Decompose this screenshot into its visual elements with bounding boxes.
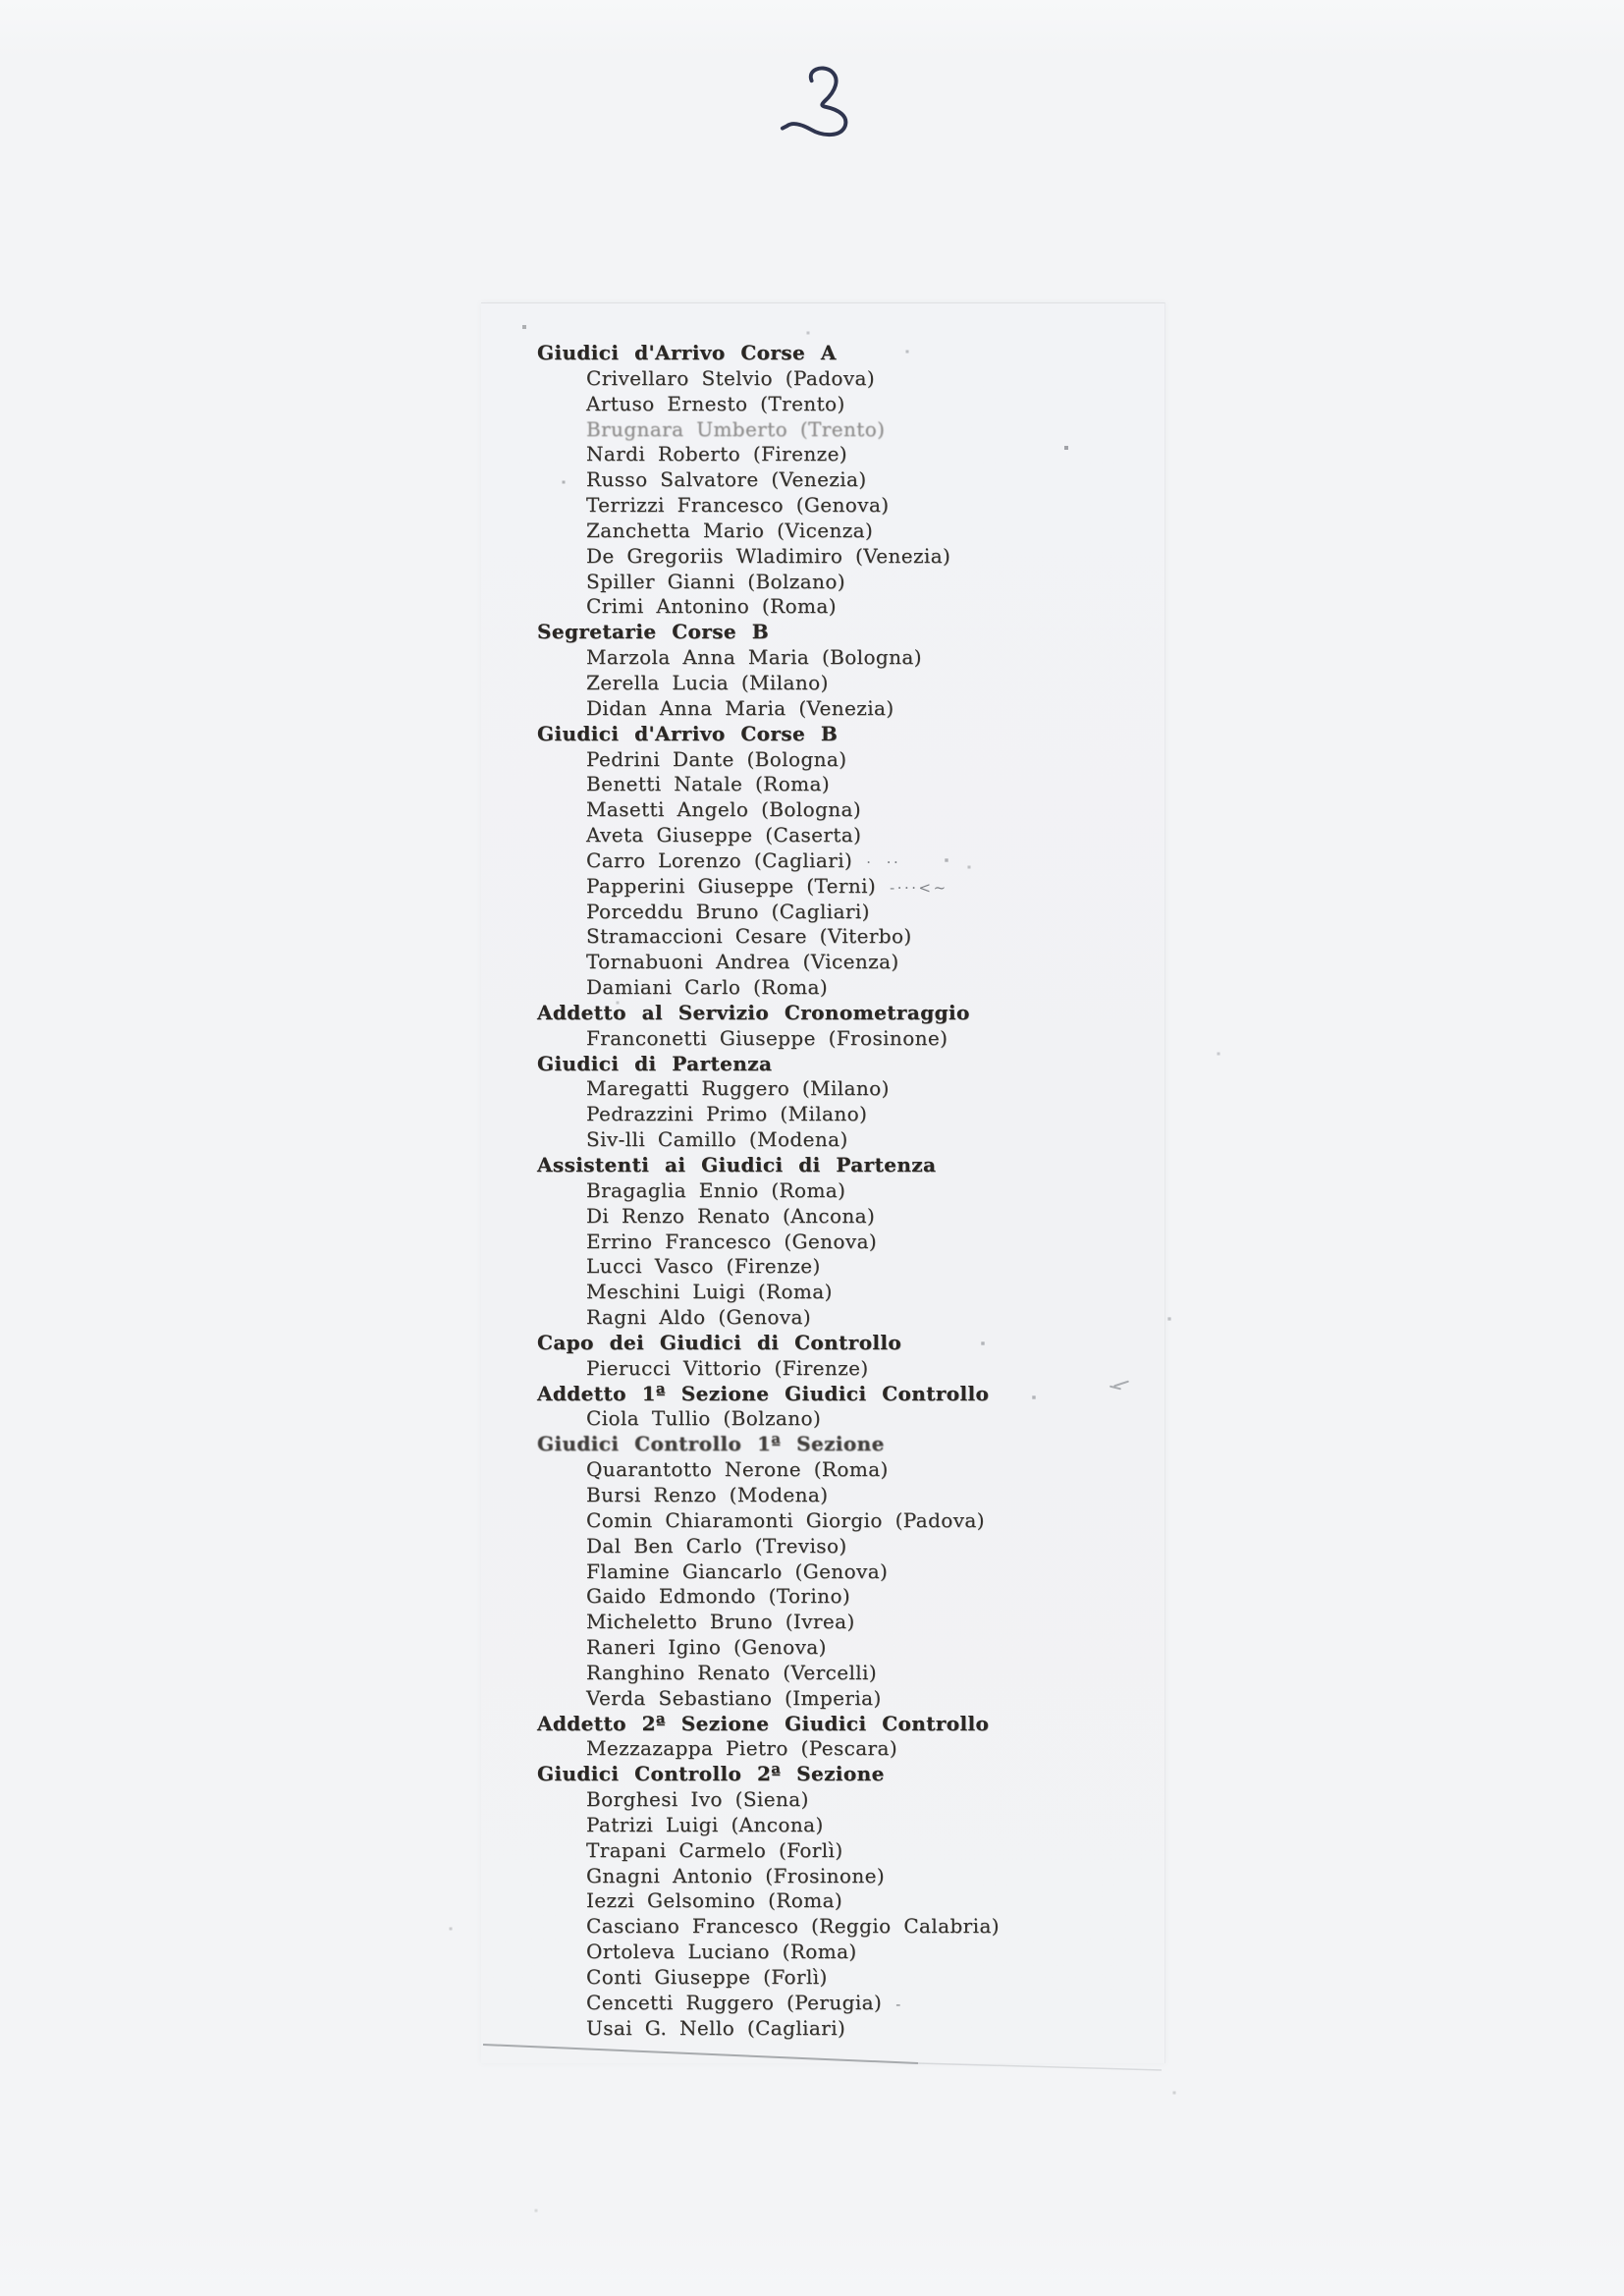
pencil-squiggle-mark bbox=[1108, 1379, 1137, 1393]
member-line bbox=[481, 594, 1164, 620]
member-name: Maregatti Ruggero (Milano) bbox=[586, 1076, 890, 1101]
member-line bbox=[481, 797, 1164, 823]
member-line bbox=[481, 1280, 1164, 1305]
member-name: Comin Chiaramonti Giorgio (Padova) bbox=[586, 1507, 985, 1532]
member-line bbox=[481, 1914, 1164, 1940]
member-name: Raneri Igino (Genova) bbox=[586, 1635, 827, 1660]
member-line bbox=[481, 1356, 1164, 1382]
member-line bbox=[481, 1686, 1164, 1712]
member-line bbox=[481, 1736, 1164, 1762]
member-name: Trapani Carmelo (Forlì) bbox=[586, 1837, 843, 1862]
member-line bbox=[481, 1534, 1164, 1559]
member-name: Crimi Antonino (Roma) bbox=[586, 594, 837, 619]
member-name: Terrizzi Francesco (Genova) bbox=[586, 493, 890, 518]
member-name: Marzola Anna Maria (Bologna) bbox=[586, 645, 922, 670]
handwritten-page-number bbox=[778, 57, 876, 143]
member-line bbox=[481, 1406, 1164, 1432]
member-line bbox=[481, 1254, 1164, 1280]
member-line bbox=[481, 1584, 1164, 1610]
member-name: Brugnara Umberto (Trento) bbox=[586, 416, 886, 441]
pencil-mark: - bbox=[895, 1995, 903, 2013]
member-line bbox=[481, 1026, 1164, 1052]
member-name: Flamine Giancarlo (Genova) bbox=[586, 1558, 889, 1583]
member-line bbox=[481, 1864, 1164, 1889]
member-line bbox=[481, 467, 1164, 493]
pencil-mark: · ·· bbox=[866, 852, 901, 871]
section-heading: Giudici d'Arrivo Corse A bbox=[537, 341, 837, 364]
member-line bbox=[481, 1635, 1164, 1661]
member-name: Ortoleva Luciano (Roma) bbox=[586, 1940, 857, 1964]
member-name: Meschini Luigi (Roma) bbox=[586, 1280, 833, 1304]
section-heading: Addetto 2ª Sezione Giudici Controllo bbox=[537, 1711, 990, 1735]
member-line bbox=[481, 747, 1164, 773]
member-line bbox=[481, 1230, 1164, 1255]
member-line bbox=[481, 519, 1164, 544]
member-line bbox=[481, 823, 1164, 848]
member-name: Ciola Tullio (Bolzano) bbox=[586, 1406, 822, 1431]
member-name: Casciano Francesco (Reggio Calabria) bbox=[586, 1914, 1000, 1939]
member-name: Iezzi Gelsomino (Roma) bbox=[586, 1888, 843, 1913]
member-name: Bursi Renzo (Modena) bbox=[586, 1482, 829, 1506]
member-line bbox=[481, 975, 1164, 1001]
section-heading: Giudici Controllo 1ª Sezione bbox=[537, 1432, 885, 1456]
member-name: Dal Ben Carlo (Treviso) bbox=[586, 1533, 847, 1558]
member-line bbox=[481, 1787, 1164, 1813]
member-line bbox=[481, 1940, 1164, 1965]
member-line bbox=[481, 1127, 1164, 1153]
pasted-clipping bbox=[481, 302, 1165, 2063]
section-heading: Giudici d'Arrivo Corse B bbox=[537, 721, 839, 745]
member-line bbox=[481, 1102, 1164, 1127]
member-line bbox=[481, 950, 1164, 975]
member-name: Borghesi Ivo (Siena) bbox=[586, 1787, 809, 1812]
member-line bbox=[481, 1610, 1164, 1635]
member-line bbox=[481, 924, 1164, 950]
member-name: Damiani Carlo (Roma) bbox=[586, 975, 829, 1000]
member-line bbox=[481, 1483, 1164, 1508]
officials-list bbox=[481, 341, 1164, 2042]
member-line bbox=[481, 671, 1164, 696]
member-line bbox=[481, 848, 1164, 874]
member-line bbox=[481, 1204, 1164, 1230]
member-name: De Gregoriis Wladimiro (Venezia) bbox=[586, 543, 951, 568]
member-name: Cencetti Ruggero (Perugia) bbox=[586, 1990, 883, 2014]
member-line bbox=[481, 1661, 1164, 1686]
member-name: Masetti Angelo (Bologna) bbox=[586, 797, 862, 822]
member-name: Quarantotto Nerone (Roma) bbox=[586, 1457, 889, 1482]
member-name: Benetti Natale (Roma) bbox=[586, 772, 831, 796]
member-name: Carro Lorenzo (Cagliari) bbox=[586, 847, 853, 872]
section-heading: Addetto al Servizio Cronometraggio bbox=[537, 1000, 970, 1024]
member-line bbox=[481, 366, 1164, 392]
member-line bbox=[481, 874, 1164, 900]
member-line bbox=[481, 1457, 1164, 1483]
member-line bbox=[481, 1178, 1164, 1204]
member-line bbox=[481, 544, 1164, 570]
section-heading: Segretarie Corse B bbox=[537, 620, 770, 644]
member-line bbox=[481, 442, 1164, 467]
member-name: Gaido Edmondo (Torino) bbox=[586, 1584, 851, 1609]
member-name: Aveta Giuseppe (Caserta) bbox=[586, 823, 862, 847]
member-name: Pedrini Dante (Bologna) bbox=[586, 746, 847, 771]
member-line bbox=[481, 1888, 1164, 1914]
member-name: Papperini Giuseppe (Terni) bbox=[586, 873, 877, 898]
member-name: Gnagni Antonio (Frosinone) bbox=[586, 1863, 886, 1887]
member-line bbox=[481, 900, 1164, 925]
paper-specks bbox=[0, 0, 2, 2]
member-name: Nardi Roberto (Firenze) bbox=[586, 442, 848, 466]
section-heading: Capo dei Giudici di Controllo bbox=[537, 1330, 902, 1354]
member-name: Zerella Lucia (Milano) bbox=[586, 670, 829, 694]
member-name: Franconetti Giuseppe (Frosinone) bbox=[586, 1025, 948, 1050]
member-line bbox=[481, 1991, 1164, 2016]
member-line bbox=[481, 417, 1164, 443]
member-name: Micheletto Bruno (Ivrea) bbox=[586, 1610, 855, 1634]
member-name: Errino Francesco (Genova) bbox=[586, 1229, 878, 1253]
section-heading: Addetto 1ª Sezione Giudici Controllo bbox=[537, 1381, 990, 1405]
member-line bbox=[481, 1559, 1164, 1585]
member-name: Bragaglia Ennio (Roma) bbox=[586, 1177, 846, 1202]
member-name: Pedrazzini Primo (Milano) bbox=[586, 1102, 868, 1126]
member-name: Mezzazappa Pietro (Pescara) bbox=[586, 1736, 898, 1761]
member-line bbox=[481, 2016, 1164, 2042]
member-line bbox=[481, 1076, 1164, 1102]
member-line bbox=[481, 696, 1164, 722]
member-line bbox=[481, 1838, 1164, 1864]
member-name: Lucci Vasco (Firenze) bbox=[586, 1254, 821, 1279]
member-name: Verda Sebastiano (Imperia) bbox=[586, 1685, 882, 1710]
member-name: Patrizi Luigi (Ancona) bbox=[586, 1812, 824, 1836]
handwritten-3-stroke bbox=[778, 57, 876, 143]
member-name: Siv-lli Camillo (Modena) bbox=[586, 1127, 848, 1152]
member-name: Porceddu Bruno (Cagliari) bbox=[586, 899, 870, 923]
member-name: Stramaccioni Cesare (Viterbo) bbox=[586, 924, 912, 949]
pencil-mark: -···<~ bbox=[890, 878, 948, 897]
member-name: Ranghino Renato (Vercelli) bbox=[586, 1660, 878, 1684]
member-line bbox=[481, 1508, 1164, 1534]
member-line bbox=[481, 570, 1164, 595]
member-name: Usai G. Nello (Cagliari) bbox=[586, 2015, 846, 2040]
member-line bbox=[481, 1813, 1164, 1838]
member-name: Spiller Gianni (Bolzano) bbox=[586, 569, 845, 593]
member-name: Zanchetta Mario (Vicenza) bbox=[586, 518, 874, 542]
member-line bbox=[481, 392, 1164, 417]
member-line bbox=[481, 645, 1164, 671]
member-name: Ragni Aldo (Genova) bbox=[586, 1305, 812, 1330]
member-name: Didan Anna Maria (Venezia) bbox=[586, 695, 894, 720]
member-line bbox=[481, 493, 1164, 519]
page-number-value bbox=[778, 57, 779, 59]
member-name: Russo Salvatore (Venezia) bbox=[586, 467, 867, 492]
section-heading: Assistenti ai Giudici di Partenza bbox=[537, 1153, 937, 1176]
member-name: Tornabuoni Andrea (Vicenza) bbox=[586, 950, 899, 974]
member-name: Crivellaro Stelvio (Padova) bbox=[586, 365, 876, 390]
member-name: Di Renzo Renato (Ancona) bbox=[586, 1203, 876, 1228]
member-name: Artuso Ernesto (Trento) bbox=[586, 391, 845, 415]
member-name: Conti Giuseppe (Forlì) bbox=[586, 1965, 828, 1989]
member-line bbox=[481, 1965, 1164, 1991]
member-line bbox=[481, 772, 1164, 797]
section-heading: Giudici di Partenza bbox=[537, 1051, 773, 1075]
member-name: Pierucci Vittorio (Firenze) bbox=[586, 1355, 869, 1380]
member-line bbox=[481, 1305, 1164, 1331]
section-heading: Giudici Controllo 2ª Sezione bbox=[537, 1762, 885, 1786]
